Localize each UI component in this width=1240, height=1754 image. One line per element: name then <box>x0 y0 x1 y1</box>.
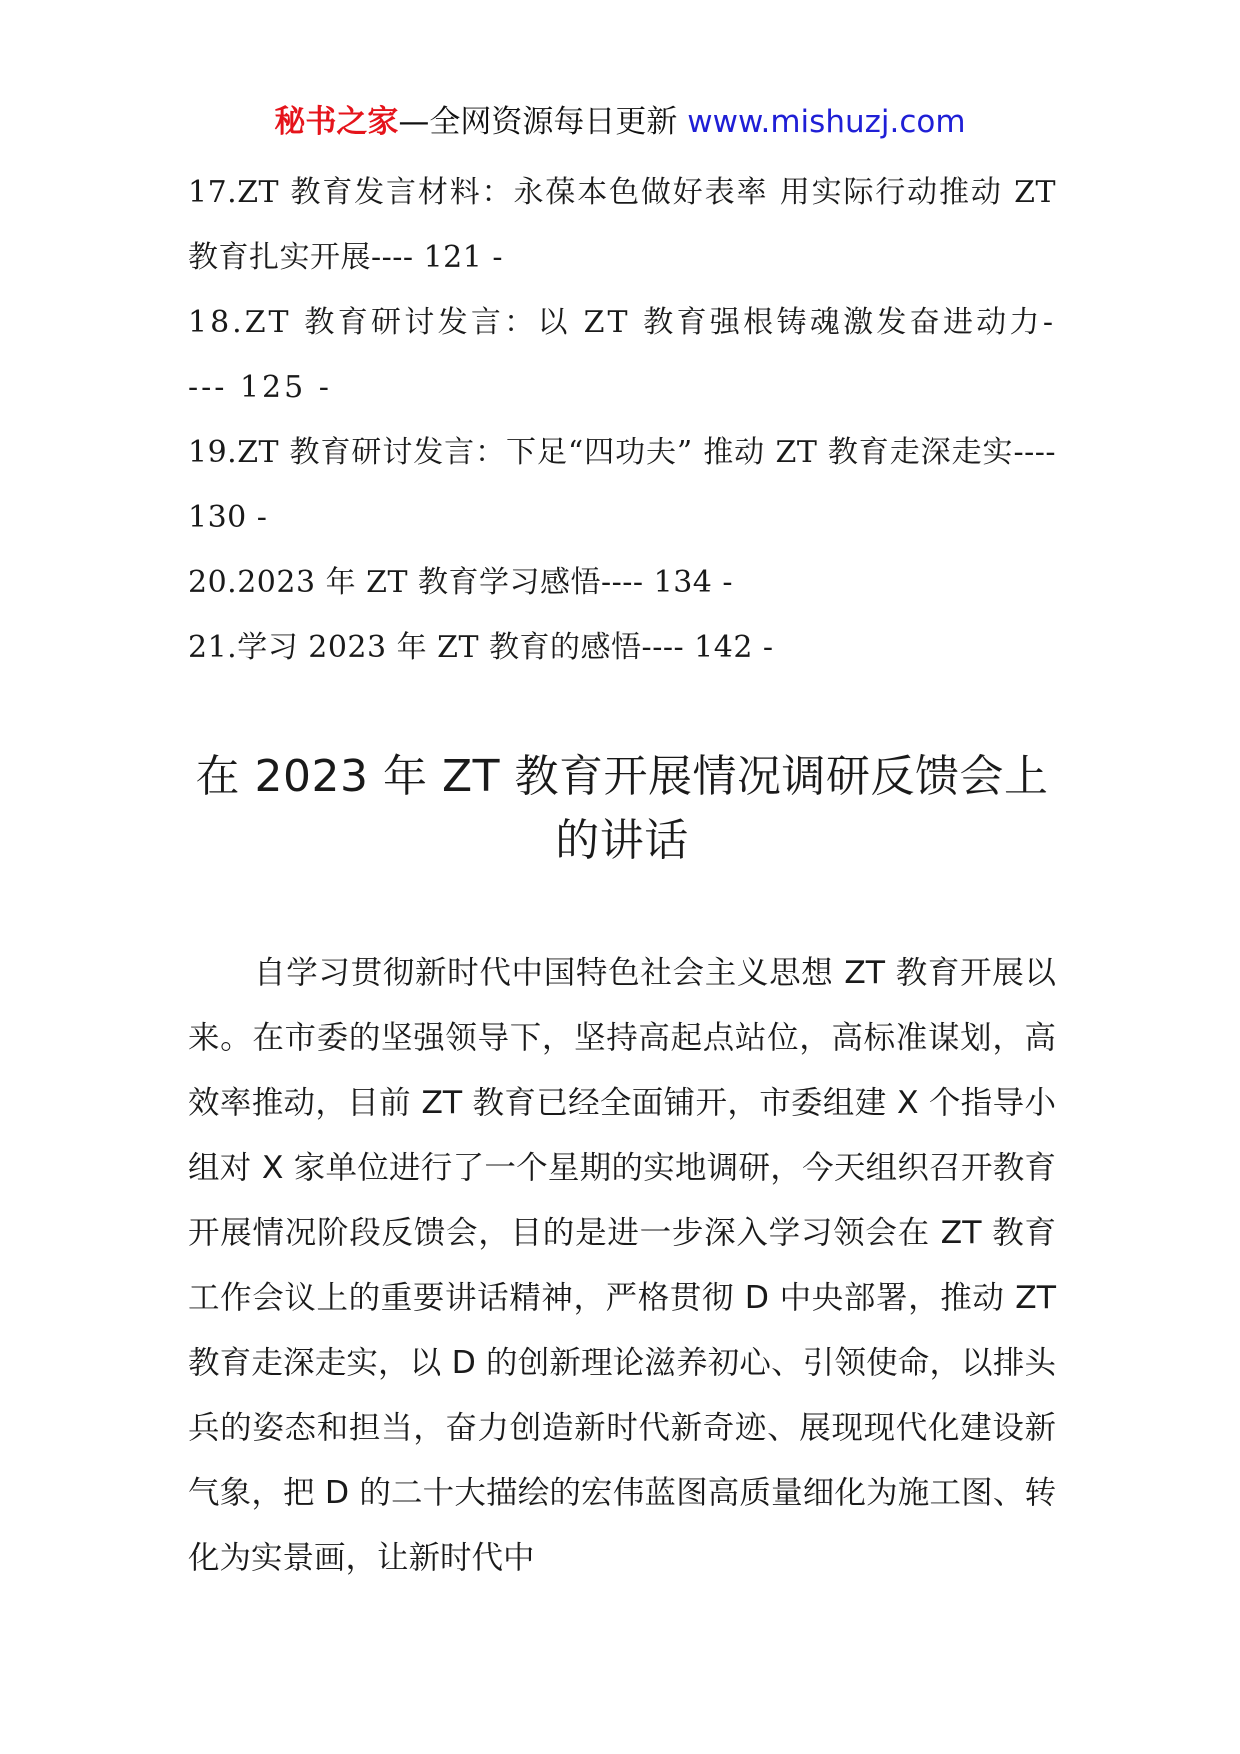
site-brand: 秘书之家 <box>274 104 399 140</box>
table-of-contents <box>188 160 1056 680</box>
site-header <box>0 100 1240 144</box>
toc-item-19[interactable]: 19.ZT 教育研讨发言：下足“四功夫” 推动 ZT 教育走深走实---- 130 - <box>188 435 1056 535</box>
toc-item-20[interactable]: 20.2023 年 ZT 教育学习感悟---- 134 - <box>188 565 734 600</box>
toc-item-21[interactable]: 21.学习 2023 年 ZT 教育的感悟---- 142 - <box>188 630 774 665</box>
toc-item-17[interactable]: 17.ZT 教育发言材料：永葆本色做好表率 用实际行动推动 ZT 教育扎实开展---- 121 - <box>188 175 1056 275</box>
body-paragraph: 自学习贯彻新时代中国特色社会主义思想 ZT 教育开展以来。在市委的坚强领导下，坚持高起点站位，高标准谋划，高效率推动，目前 ZT 教育已经全面铺开，市委组建 X 个指导小组对 X 家单位进行了一个星期的实地调研，今天组织召开教育开展情况阶段反馈会，目的是进一步深入学习领会在 ZT 教育工作会议上的重要讲话精神，严格贯彻 D 中央部署，推动 ZT 教育走深走实，以 D 的创新理论滋养初心、引领使命，以排头兵的姿态和担当，奋力创造新时代新奇迹、展现现代化建设新气象，把 D 的二十大描绘的宏伟蓝图高质量细化为施工图、转化为实景画，让新时代中 <box>188 955 1056 1576</box>
document-title: 在 2023 年 ZT 教育开展情况调研反馈会上的讲话 <box>195 751 1049 866</box>
site-slogan: —全网资源每日更新 <box>398 104 678 140</box>
site-url-link[interactable]: www.mishuzj.com <box>687 104 966 140</box>
toc-item-18[interactable]: 18.ZT 教育研讨发言：以 ZT 教育强根铸魂激发奋进动力---- 125 - <box>188 305 1056 405</box>
